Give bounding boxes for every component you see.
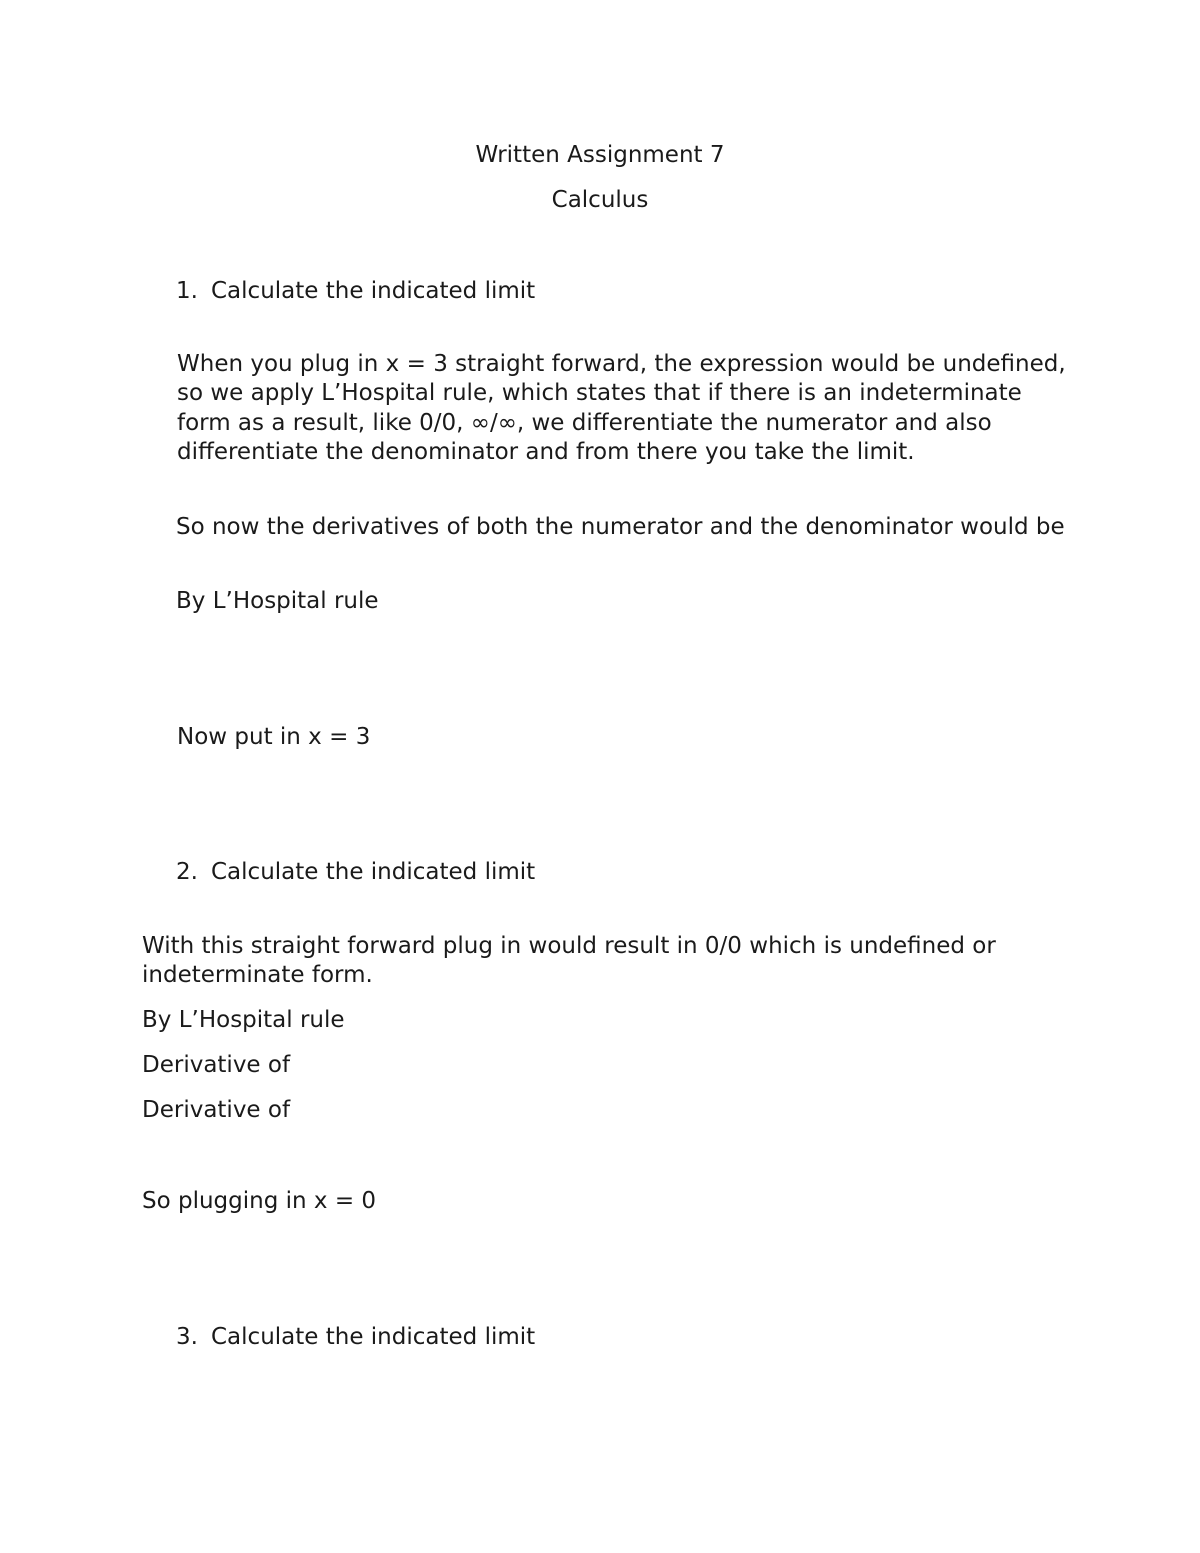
question-1-number: 1.: [176, 278, 198, 304]
question-2-derivative-line-2: Derivative of: [142, 1097, 291, 1123]
document-subject: Calculus: [551, 187, 649, 213]
document-title: Written Assignment 7: [475, 142, 725, 168]
question-2-rule-line: By L’Hospital rule: [142, 1007, 345, 1033]
question-1-derivatives-line: So now the derivatives of both the numerator and the denominator would be: [176, 514, 1065, 540]
question-2-heading-text: Calculate the indicated limit: [211, 859, 536, 885]
question-1-heading: [176, 277, 535, 306]
question-1-rule-line: By L’Hospital rule: [176, 588, 379, 614]
question-3-heading-text: Calculate the indicated limit: [211, 1324, 536, 1350]
question-1-heading-text: Calculate the indicated limit: [211, 278, 536, 304]
question-2-number: 2.: [176, 859, 198, 885]
question-3-number: 3.: [176, 1324, 198, 1350]
question-1-plug-line: Now put in x = 3: [177, 724, 371, 750]
question-2-derivative-line-1: Derivative of: [142, 1052, 291, 1078]
question-1-explanation: When you plug in x = 3 straight forward, the expression would be undefined, so we apply L’Hospital rule, which states that if there is an indeterminate form as a result, like 0/0, ∞/∞, we differentiate the numerator and also differentiate the denominator and from there you take the limit.: [177, 351, 1066, 465]
question-2-plug-line: So plugging in x = 0: [142, 1188, 377, 1214]
question-2-heading: [176, 858, 535, 887]
question-3-heading: [176, 1323, 535, 1352]
question-2-explanation: With this straight forward plug in would result in 0/0 which is undefined or indeterminate form.: [142, 933, 996, 989]
